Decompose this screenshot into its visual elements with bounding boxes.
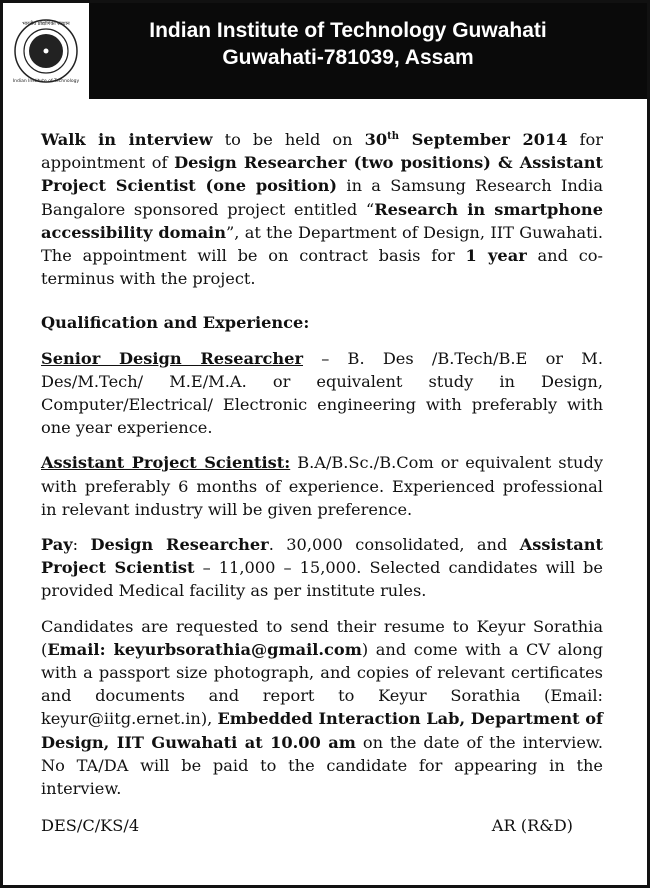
contract-duration: 1 year [465,246,527,266]
notice-body [41,128,603,837]
pay-role-1: Design Researcher [90,535,269,555]
text: on the date of the interview. No TA/DA will be paid to the candidate for appearing in the interview. [41,732,603,799]
date-rest: September 2014 [399,130,568,149]
svg-text:भारतीय प्रौद्योगिकी संस्थान: भारतीय प्रौद्योगिकी संस्थान [22,21,70,27]
contact-email: Email: keyurbsorathia@gmail.com [47,639,362,659]
pay-role-2: Assistant Project Scientist [41,535,603,578]
text: – 11,000 – 15,000. Selected candidates will be provided Medical facility as per institute rules. [41,558,603,601]
institute-address: Guwahati-781039, Assam [222,46,474,69]
iit-guwahati-logo-icon [11,16,81,86]
section-heading: Qualification and Experience: [41,313,310,333]
text: Candidates are requested to send their resume to Keyur Sorathia ( [41,616,603,659]
text: for appointment of [41,130,604,173]
text: to be held on [212,130,365,149]
positions: Design Researcher (two positions) & Assistant Project Scientist (one position) [41,153,603,196]
date-suffix: th [387,131,400,142]
footer [41,814,603,837]
reference-number: DES/C/KS/4 [41,816,140,836]
interview-venue: Embedded Interaction Lab, Department of Design, IIT Guwahati at 10.00 am [41,709,603,752]
intro-paragraph [41,128,603,290]
application-paragraph [41,615,603,801]
institute-logo [3,3,89,99]
assistant-scientist-title: Assistant Project Scientist: [41,453,291,473]
institute-name: Indian Institute of Technology Guwahati [149,19,547,42]
text: in a Samsung Research India Bangalore sponsored project entitled “ [41,176,603,219]
assistant-scientist-paragraph [41,451,603,521]
text: . 30,000 consolidated, and [268,535,520,555]
pay-label: Pay [41,535,73,555]
qualification-heading [41,311,603,334]
header-bar [3,3,647,99]
pay-paragraph [41,533,603,603]
date-day: 30 [364,130,388,149]
senior-researcher-title: Senior Design Researcher [41,348,303,368]
interview-date [365,130,568,149]
text: ”, at the Department of Design, IIT Guwahati. The appointment will be on contract basis for [41,222,603,266]
signatory: AR (R&D) [491,816,573,836]
svg-text:Indian Institute of Technology: Indian Institute of Technology [12,79,80,84]
text: : [72,535,91,555]
project-title: Research in smartphone accessibility domain [41,199,603,242]
senior-researcher-paragraph [41,347,603,440]
assistant-scientist-text: B.A/B.Sc./B.Com or equivalent study with preferably 6 months of experience. Experienced professional in relevant industry will be given preference. [41,453,603,519]
senior-researcher-text: – B. Des /B.Tech/B.E or M. Des/M.Tech/ M.E/M.A. or equivalent study in Design, Computer/Electrical/ Electronic engineering with preferably with one year experience. [41,348,603,438]
text: ) and come with a CV along with a passport size photograph, and copies of relevant certificates and documents and report to Keyur Sorathia (Email: keyur@iitg.ernet.in), [41,639,603,729]
walk-in-label: Walk in interview [41,130,213,149]
text: and co-terminus with the project. [41,246,603,289]
